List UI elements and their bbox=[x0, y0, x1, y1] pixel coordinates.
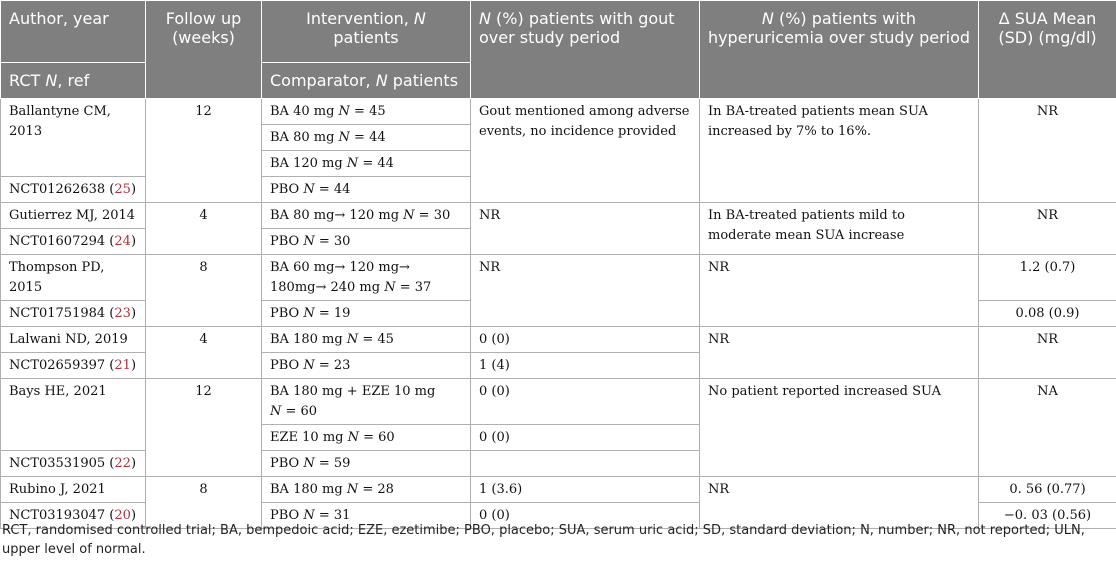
study-arm: BA 180 mg N = 45 bbox=[262, 327, 471, 353]
reference-link[interactable]: 22 bbox=[114, 456, 131, 471]
follow-up-weeks: 4 bbox=[146, 327, 262, 379]
study-arm: BA 180 mg N = 28 bbox=[262, 477, 471, 503]
follow-up-weeks: 12 bbox=[146, 379, 262, 477]
sua-change: NA bbox=[979, 379, 1116, 477]
study-arm: PBO N = 19 bbox=[262, 301, 471, 327]
header-rct: RCT N, ref bbox=[1, 63, 146, 99]
gout-result: 1 (3.6) bbox=[471, 477, 700, 503]
hyperuricemia-result: NR bbox=[700, 327, 979, 379]
sua-change: 1.2 (0.7) bbox=[979, 255, 1116, 301]
study-nct: NCT01262638 (25) bbox=[1, 177, 146, 203]
table-row bbox=[1, 477, 1116, 503]
study-nct: NCT01751984 (23) bbox=[1, 301, 146, 327]
reference-link[interactable]: 20 bbox=[114, 508, 131, 523]
table-row bbox=[1, 203, 1116, 229]
study-arm: BA 80 mg→ 120 mg N = 30 bbox=[262, 203, 471, 229]
header-author: Author, year bbox=[1, 1, 146, 63]
study-arm: BA 60 mg→ 120 mg→ 180mg→ 240 mg N = 37 bbox=[262, 255, 471, 301]
follow-up-weeks: 8 bbox=[146, 477, 262, 529]
reference-link[interactable]: 25 bbox=[114, 182, 131, 197]
follow-up-weeks: 12 bbox=[146, 99, 262, 203]
study-arm: PBO N = 59 bbox=[262, 451, 471, 477]
table-row bbox=[1, 99, 1116, 125]
gout-result: Gout mentioned among adverse events, no incidence provided bbox=[471, 99, 700, 203]
reference-link[interactable]: 21 bbox=[114, 358, 131, 373]
header-sua: Δ SUA Mean (SD) (mg/dl) bbox=[979, 1, 1116, 99]
follow-up-weeks: 8 bbox=[146, 255, 262, 327]
study-nct: NCT02659397 (21) bbox=[1, 353, 146, 379]
gout-result: 0 (0) bbox=[471, 327, 700, 353]
sua-change: 0. 56 (0.77) bbox=[979, 477, 1116, 503]
reference-link[interactable]: 23 bbox=[114, 306, 131, 321]
study-nct: NCT03531905 (22) bbox=[1, 451, 146, 477]
gout-result: 0 (0) bbox=[471, 379, 700, 425]
study-author: Gutierrez MJ, 2014 bbox=[1, 203, 146, 229]
study-arm: BA 80 mg N = 44 bbox=[262, 125, 471, 151]
hyperuricemia-result: NR bbox=[700, 255, 979, 327]
header-row bbox=[1, 1, 1116, 63]
study-author: Ballantyne CM, 2013 bbox=[1, 99, 146, 177]
study-arm: BA 40 mg N = 45 bbox=[262, 99, 471, 125]
gout-result: 0 (0) bbox=[471, 503, 700, 529]
table-row bbox=[1, 327, 1116, 353]
table-footnote: RCT, randomised controlled trial; BA, bempedoic acid; EZE, ezetimibe; PBO, placebo; SUA, serum uric acid; SD, standard deviation; N, number; NR, not reported; ULN, upper level of normal. bbox=[2, 523, 1085, 557]
study-author: Thompson PD, 2015 bbox=[1, 255, 146, 301]
gout-result: 0 (0) bbox=[471, 425, 700, 451]
sua-change: NR bbox=[979, 327, 1116, 379]
sua-change: NR bbox=[979, 99, 1116, 203]
sua-change: NR bbox=[979, 203, 1116, 255]
study-author: Lalwani ND, 2019 bbox=[1, 327, 146, 353]
study-nct: NCT03193047 (20) bbox=[1, 503, 146, 529]
study-author: Bays HE, 2021 bbox=[1, 379, 146, 451]
reference-link[interactable]: 24 bbox=[114, 234, 131, 249]
study-arm: PBO N = 31 bbox=[262, 503, 471, 529]
study-nct: NCT01607294 (24) bbox=[1, 229, 146, 255]
header-follow-up: Follow up (weeks) bbox=[146, 1, 262, 99]
sua-change: 0.08 (0.9) bbox=[979, 301, 1116, 327]
header-gout: N (%) patients with gout over study period bbox=[471, 1, 700, 99]
study-arm: BA 120 mg N = 44 bbox=[262, 151, 471, 177]
gout-result: NR bbox=[471, 255, 700, 327]
header-intervention: Intervention, N patients bbox=[262, 1, 471, 63]
hyperuricemia-result: No patient reported increased SUA bbox=[700, 379, 979, 477]
study-arm: PBO N = 23 bbox=[262, 353, 471, 379]
study-author: Rubino J, 2021 bbox=[1, 477, 146, 503]
follow-up-weeks: 4 bbox=[146, 203, 262, 255]
study-arm: BA 180 mg + EZE 10 mg N = 60 bbox=[262, 379, 471, 425]
sua-change: −0. 03 (0.56) bbox=[979, 503, 1116, 529]
gout-result: 1 (4) bbox=[471, 353, 700, 379]
hyperuricemia-result: NR bbox=[700, 477, 979, 529]
table-row bbox=[1, 255, 1116, 301]
table-row bbox=[1, 379, 1116, 425]
header-hyperuricemia: N (%) patients with hyperuricemia over study period bbox=[700, 1, 979, 99]
hyperuricemia-result: In BA-treated patients mean SUA increased by 7% to 16%. bbox=[700, 99, 979, 203]
study-arm: PBO N = 44 bbox=[262, 177, 471, 203]
hyperuricemia-result: In BA-treated patients mild to moderate mean SUA increase bbox=[700, 203, 979, 255]
study-arm: EZE 10 mg N = 60 bbox=[262, 425, 471, 451]
header-comparator: Comparator, N patients bbox=[262, 63, 471, 99]
study-arm: PBO N = 30 bbox=[262, 229, 471, 255]
gout-result: NR bbox=[471, 203, 700, 255]
